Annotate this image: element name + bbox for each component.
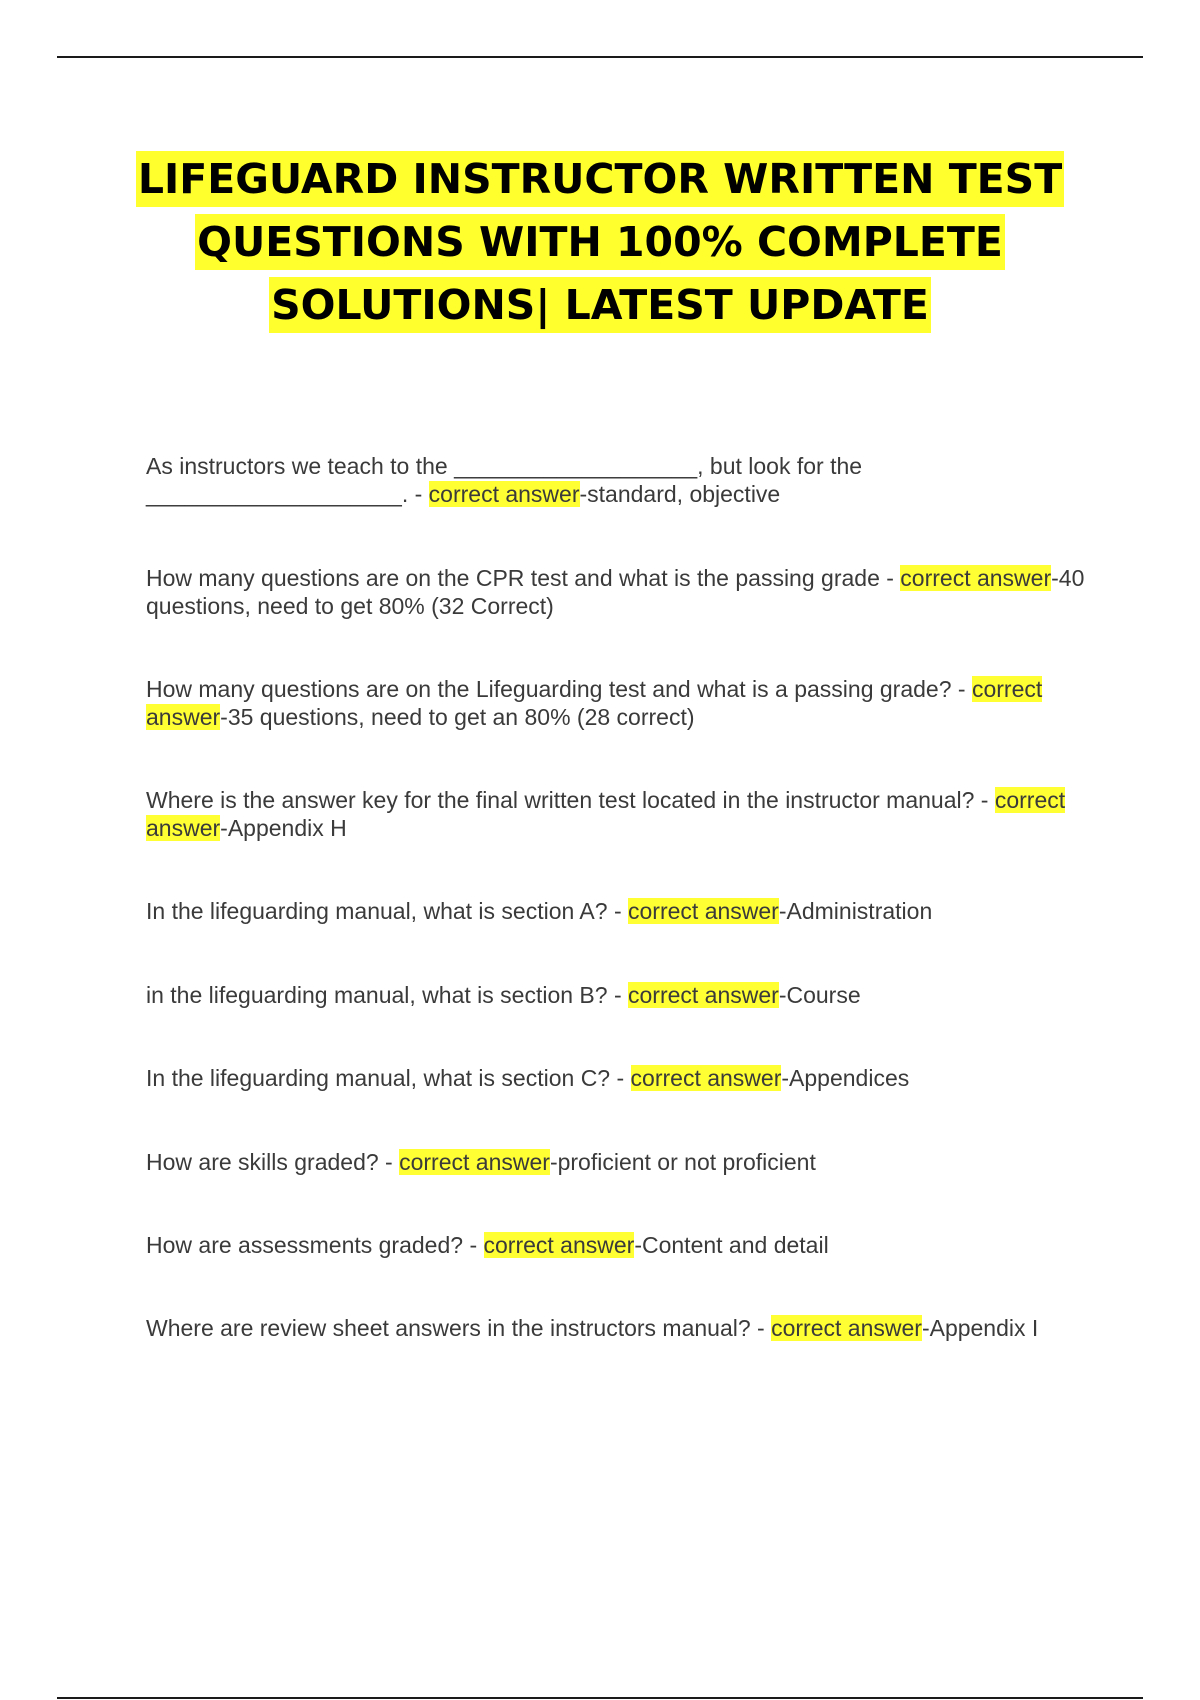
answer-text: -Course [778, 982, 861, 1008]
answer-marker: correct answer [428, 481, 580, 507]
qa-item [146, 1314, 1096, 1342]
title-highlight: LIFEGUARD INSTRUCTOR WRITTEN TEST QUESTIONS WITH 100% COMPLETE SOLUTIONS| LATEST UPDATE [136, 151, 1064, 333]
question-text: In the lifeguarding manual, what is section C? - [146, 1065, 631, 1091]
answer-marker: correct answer [483, 1232, 635, 1258]
answer-text: -proficient or not proficient [549, 1149, 816, 1175]
qa-item [146, 897, 1096, 925]
qa-item [146, 564, 1096, 620]
answer-text: -40 questions, need to get 80% (32 Correct) [146, 565, 1085, 619]
answer-marker: correct answer [628, 898, 779, 924]
qa-item [146, 981, 1096, 1009]
qa-item [146, 1231, 1096, 1259]
question-text: How many questions are on the CPR test and what is the passing grade - [146, 565, 901, 591]
qa-item [146, 1064, 1096, 1092]
answer-marker: correct answer [630, 1065, 782, 1091]
question-text: How are assessments graded? - [146, 1232, 484, 1258]
answer-marker: correct answer [399, 1149, 550, 1175]
question-text: in the lifeguarding manual, what is section B? - [146, 982, 628, 1008]
question-text: Where is the answer key for the final written test located in the instructor manual? - [146, 787, 995, 813]
answer-marker: correct answer [771, 1315, 922, 1341]
answer-text: -35 questions, need to get an 80% (28 correct) [220, 704, 695, 730]
question-text: In the lifeguarding manual, what is section A? - [146, 898, 629, 924]
answer-marker: correct answer [628, 982, 779, 1008]
answer-marker: correct answer [146, 676, 1043, 730]
question-text: Where are review sheet answers in the instructors manual? - [146, 1315, 772, 1341]
question-text: As instructors we teach to the ___________________, but look for the ____________________. - [146, 453, 863, 507]
answer-marker: correct answer [146, 787, 1066, 841]
answer-text: -Appendix I [921, 1315, 1039, 1341]
qa-item [146, 675, 1096, 731]
qa-item [146, 452, 1096, 508]
answer-marker: correct answer [900, 565, 1052, 591]
question-text: How many questions are on the Lifeguarding test and what is a passing grade? - [146, 676, 972, 702]
bottom-rule [57, 1697, 1143, 1699]
answer-text: -standard, objective [579, 481, 781, 507]
answer-text: -Administration [778, 898, 933, 924]
qa-item [146, 1148, 1096, 1176]
qa-item [146, 786, 1096, 842]
answer-text: -Content and detail [634, 1232, 829, 1258]
question-text: How are skills graded? - [146, 1149, 400, 1175]
answer-text: -Appendix H [220, 815, 347, 841]
answer-text: -Appendices [781, 1065, 910, 1091]
